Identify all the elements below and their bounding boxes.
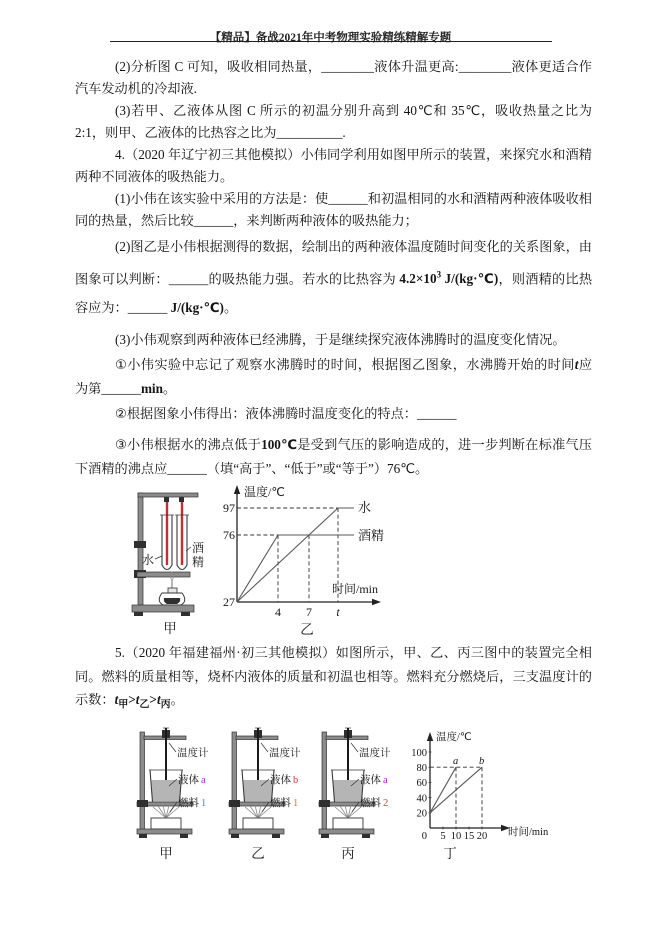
stand-pole bbox=[140, 732, 145, 832]
apparatus-unit-jia bbox=[136, 726, 232, 862]
xtick-t: t bbox=[336, 605, 340, 619]
liquid-letter: b bbox=[293, 775, 299, 786]
thermometer-label-leader bbox=[169, 743, 176, 752]
base-foot-left bbox=[321, 834, 329, 838]
thermometer-label-leader bbox=[351, 743, 358, 752]
stand-base bbox=[132, 605, 194, 612]
stand-base bbox=[137, 829, 192, 834]
ytick-80: 80 bbox=[416, 763, 427, 774]
stand-pole bbox=[322, 732, 327, 832]
caption-ding: 丁 bbox=[443, 846, 457, 861]
ytick-27: 27 bbox=[223, 595, 235, 609]
base-foot-left bbox=[231, 834, 239, 838]
series-label-water: 水 bbox=[358, 500, 372, 515]
ytick-40: 40 bbox=[416, 793, 427, 805]
stand-pole bbox=[232, 732, 237, 832]
ytick-20: 20 bbox=[416, 808, 427, 820]
fuel-flame bbox=[245, 805, 271, 818]
unit-min: min bbox=[140, 381, 163, 396]
paragraph-q4-part2 bbox=[75, 232, 592, 322]
fuel-block bbox=[243, 818, 273, 829]
fuel-number: 1 bbox=[201, 798, 207, 809]
graph-ding-temperature-time bbox=[411, 726, 570, 862]
figure-q4 bbox=[0, 483, 661, 653]
fuel-block bbox=[333, 818, 363, 829]
q4-3-1-text-a: ①小伟实验中忘记了观察水沸腾时的时间，根据图乙图象，水沸腾开始的时间 bbox=[115, 357, 575, 372]
thermometer-reading-inequality: $t_甲>t_乙>t_丙$ bbox=[114, 692, 171, 711]
x-axis-label: 时间/min bbox=[508, 827, 549, 838]
base-foot-right bbox=[180, 834, 188, 838]
xtick-7: 7 bbox=[306, 605, 312, 619]
graph-yi-temperature-time bbox=[210, 483, 440, 643]
caption-yi: 乙 bbox=[300, 622, 314, 637]
curve-a bbox=[430, 767, 456, 813]
paragraph-q4-part3-2: ②根据图象小伟得出：液体沸腾时温度变化的特点：______ bbox=[115, 406, 457, 421]
x-axis-arrow bbox=[372, 599, 381, 605]
fuel-flame bbox=[153, 805, 179, 818]
fuel-flame bbox=[335, 805, 361, 818]
liquid-label: 液体 a bbox=[360, 775, 388, 786]
beaker-liquid bbox=[244, 780, 273, 801]
lamp-neck bbox=[168, 588, 177, 593]
boiling-point-100c: 100℃ bbox=[261, 437, 298, 452]
water-label-leader bbox=[155, 556, 162, 559]
origin-0: 0 bbox=[421, 831, 427, 842]
stand-base bbox=[319, 829, 374, 834]
stand-base bbox=[229, 829, 284, 834]
alcohol-label-char1: 酒 bbox=[192, 541, 205, 555]
point-label-b: b bbox=[479, 756, 485, 767]
liquid-label: 液体 b bbox=[270, 775, 299, 786]
paragraph-q3-part2: (2)分析图 C 可知，吸收相同热量，________液体升温更高:________液体更适合作汽车发动机的冷却液. bbox=[75, 59, 592, 96]
paragraph-q4-part3-1 bbox=[75, 353, 592, 401]
base-foot-left bbox=[134, 612, 143, 616]
paragraph-q4-part3-3 bbox=[75, 433, 592, 481]
tube-hook-right bbox=[179, 497, 184, 502]
q5-text-end: 。 bbox=[170, 692, 184, 707]
apparatus-unit-bing bbox=[318, 726, 414, 862]
paragraph-q3-part3: (3)若甲、乙液体从图 C 所示的初温分别升高到 40℃和 35℃，吸收热量之比为 2:1，则甲、乙液体的比热容之比为__________. bbox=[75, 103, 592, 140]
caption-jia: 甲 bbox=[159, 846, 173, 861]
header-rule bbox=[110, 41, 552, 42]
ytick-60: 60 bbox=[416, 778, 427, 789]
caption-bing: 丙 bbox=[341, 846, 355, 861]
x-axis-label: 时间/min bbox=[332, 582, 379, 596]
page-header-title: 【精品】备战2021年中考物理实验精练精解专题 bbox=[209, 32, 452, 44]
y-axis-arrow bbox=[427, 732, 433, 741]
q4-part2-text-c: 。 bbox=[223, 300, 238, 316]
paragraph-q4-stem: 4.（2020 年辽宁初三其他模拟）小伟同学利用如图甲所示的装置，来探究水和酒精两种不同液体的吸热能力。 bbox=[75, 147, 592, 184]
platform-clamp bbox=[319, 800, 330, 807]
xtick-4: 4 bbox=[275, 605, 281, 619]
caption-yi: 乙 bbox=[251, 846, 265, 861]
thermometer-label-leader bbox=[261, 743, 268, 752]
ytick-76: 76 bbox=[223, 528, 235, 542]
paragraph-q4-part3: (3)小伟观察到两种液体已经沸腾，于是继续探究液体沸腾时的温度变化情况。 bbox=[115, 332, 566, 347]
apparatus-unit-yi bbox=[228, 726, 324, 862]
y-axis-label: 温度/℃ bbox=[244, 485, 285, 499]
liquid-letter: a bbox=[201, 775, 206, 786]
q4-3-3-text-a: ③小伟根据水的沸点低于 bbox=[115, 437, 262, 452]
tube-holder-platform bbox=[137, 572, 190, 577]
thermometer-label: 温度计 bbox=[269, 748, 301, 759]
series-label-alcohol: 酒精 bbox=[358, 528, 385, 543]
time-symbol-t: t bbox=[574, 357, 579, 372]
q4-3-3-text-b: 是受到气压的影响造成的，进一步判断在标准气压下酒精的沸点应______（填“高于”、“低于”或“等于”）76℃。 bbox=[75, 437, 592, 476]
platform-clamp bbox=[229, 800, 240, 807]
base-foot-right bbox=[181, 612, 190, 616]
base-foot-right bbox=[272, 834, 280, 838]
fuel-label: 燃料 1 bbox=[178, 798, 207, 809]
beaker-liquid bbox=[334, 780, 363, 801]
q4-3-1-text-c: 。 bbox=[162, 381, 177, 396]
paragraph-q5-stem bbox=[75, 641, 592, 717]
specific-heat-unit: J/(kg·℃) bbox=[170, 300, 224, 316]
thermometer-label: 温度计 bbox=[359, 748, 391, 759]
water-label: 水 bbox=[142, 553, 155, 567]
fuel-label: 燃料 1 bbox=[270, 798, 299, 809]
liquid-letter: a bbox=[383, 775, 388, 786]
stand-top-bar bbox=[138, 493, 198, 497]
specific-heat-of-water-formula: $4.2\times 10^3$ J/(kg·℃) bbox=[399, 270, 499, 287]
fuel-label: 燃料 2 bbox=[360, 798, 389, 809]
ytick-97: 97 bbox=[223, 501, 235, 515]
ytick-100: 100 bbox=[411, 748, 427, 759]
xtick-5: 5 bbox=[440, 831, 446, 842]
base-foot-right bbox=[362, 834, 370, 838]
point-label-a: a bbox=[453, 756, 459, 767]
xtick-10: 10 bbox=[450, 831, 462, 842]
xtick-15: 15 bbox=[463, 831, 475, 842]
liquid-label: 液体 a bbox=[178, 775, 206, 786]
y-axis-arrow bbox=[234, 485, 240, 494]
platform-clamp bbox=[137, 800, 148, 807]
stand-pole bbox=[138, 493, 143, 605]
q5-text: 5.（2020 年福建福州·初三其他模拟）如图所示，甲、乙、丙三图中的装置完全相同。燃料的质量相等，烧杯内液体的质量和初温也相等。燃料充分燃烧后，三支温度计的示数： bbox=[75, 645, 592, 707]
q4-part2-text-b: ，则酒精的比热容应为：______ bbox=[75, 271, 593, 316]
pole-clamp-mid bbox=[134, 541, 146, 548]
xtick-20: 20 bbox=[476, 831, 488, 842]
thermometer-label: 温度计 bbox=[177, 748, 209, 759]
paragraph-q4-part1: (1)小伟在该实验中采用的方法是：使______和初温相同的水和酒精两种液体吸收相同的热量，然后比较______，来判断两种液体的吸热能力； bbox=[75, 191, 592, 228]
q4-3-1-text-b: 应为第______ bbox=[75, 357, 592, 396]
fuel-block bbox=[151, 818, 181, 829]
fuel-number: 1 bbox=[293, 798, 299, 809]
tube-hook-left bbox=[164, 497, 169, 502]
caption-jia: 甲 bbox=[163, 621, 177, 636]
base-foot-left bbox=[139, 834, 147, 838]
q4-part2-text-a: (2)图乙是小伟根据测得的数据，绘制出的两种液体温度随时间变化的关系图象，由图象可以判断：______的吸热能力强。若水的比热容为 bbox=[75, 239, 592, 287]
lamp-fuel bbox=[164, 598, 180, 604]
alcohol-label-char2: 精 bbox=[192, 555, 205, 569]
figure-q5 bbox=[0, 726, 661, 866]
fuel-number: 2 bbox=[383, 798, 389, 809]
beaker-liquid bbox=[152, 780, 181, 801]
y-axis-label: 温度/℃ bbox=[436, 732, 472, 743]
